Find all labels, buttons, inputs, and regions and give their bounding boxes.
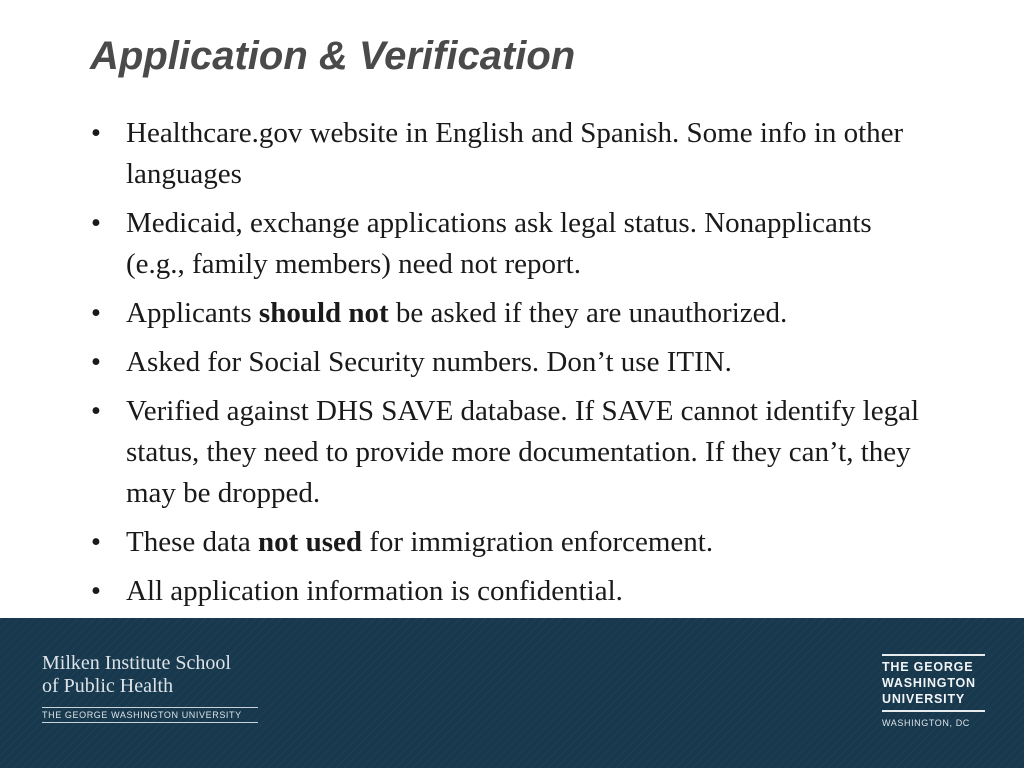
- bullet-list: [86, 113, 926, 620]
- bullet-item: [86, 293, 926, 334]
- milken-school-logo: [42, 652, 272, 723]
- bullet-item: [86, 522, 926, 563]
- bullet-emphasis: should not: [258, 297, 389, 329]
- bullet-text: These data: [126, 526, 259, 558]
- bullet-text: All application information is confidential.: [126, 575, 623, 607]
- gwu-logo: [882, 654, 992, 730]
- bullet-text: Asked for Social Security numbers. Don’t use ITIN.: [126, 346, 732, 378]
- logo-right-line3: UNIVERSITY: [882, 692, 966, 706]
- bullet-text: Medicaid, exchange applications ask legal status. Nonapplicants (e.g., family members) need not report.: [126, 207, 872, 280]
- bullet-glyph: •: [90, 395, 102, 427]
- bullet-text: Applicants: [126, 297, 259, 329]
- bullet-glyph: •: [90, 297, 102, 329]
- bullet-item: [86, 342, 926, 383]
- bullet-glyph: •: [90, 575, 102, 607]
- bullet-item: [86, 203, 926, 285]
- logo-right-wordmark: [882, 656, 992, 710]
- bullet-glyph: •: [90, 117, 102, 149]
- bullet-item: [86, 571, 926, 612]
- logo-left-divider-bottom: [42, 722, 258, 723]
- bullet-item: [86, 113, 926, 195]
- logo-right-city: WASHINGTON, DC: [882, 718, 970, 728]
- slide-title: Application & Verification: [90, 34, 576, 78]
- logo-right-divider-bottom: [882, 710, 985, 712]
- bullet-emphasis: not used: [258, 526, 362, 558]
- footer-banner: [0, 618, 1024, 768]
- logo-left-subline: THE GEORGE WASHINGTON UNIVERSITY: [42, 710, 242, 720]
- bullet-item: [86, 391, 926, 514]
- logo-left-line1: Milken Institute School: [42, 652, 231, 674]
- logo-left-line2: of Public Health: [42, 675, 174, 697]
- bullet-text: Healthcare.gov website in English and Spanish. Some info in other languages: [126, 117, 904, 190]
- bullet-glyph: •: [90, 207, 102, 239]
- bullet-text: be asked if they are unauthorized.: [388, 297, 788, 329]
- bullet-glyph: •: [90, 346, 102, 378]
- bullet-text: Verified against DHS SAVE database. If SAVE cannot identify legal status, they need to provide more documentation. If they can’t, they may be dropped.: [126, 395, 920, 509]
- bullet-glyph: •: [90, 526, 102, 558]
- logo-right-line2: WASHINGTON: [882, 676, 976, 690]
- bullet-text: for immigration enforcement.: [362, 526, 714, 558]
- logo-right-line1: THE GEORGE: [882, 660, 974, 674]
